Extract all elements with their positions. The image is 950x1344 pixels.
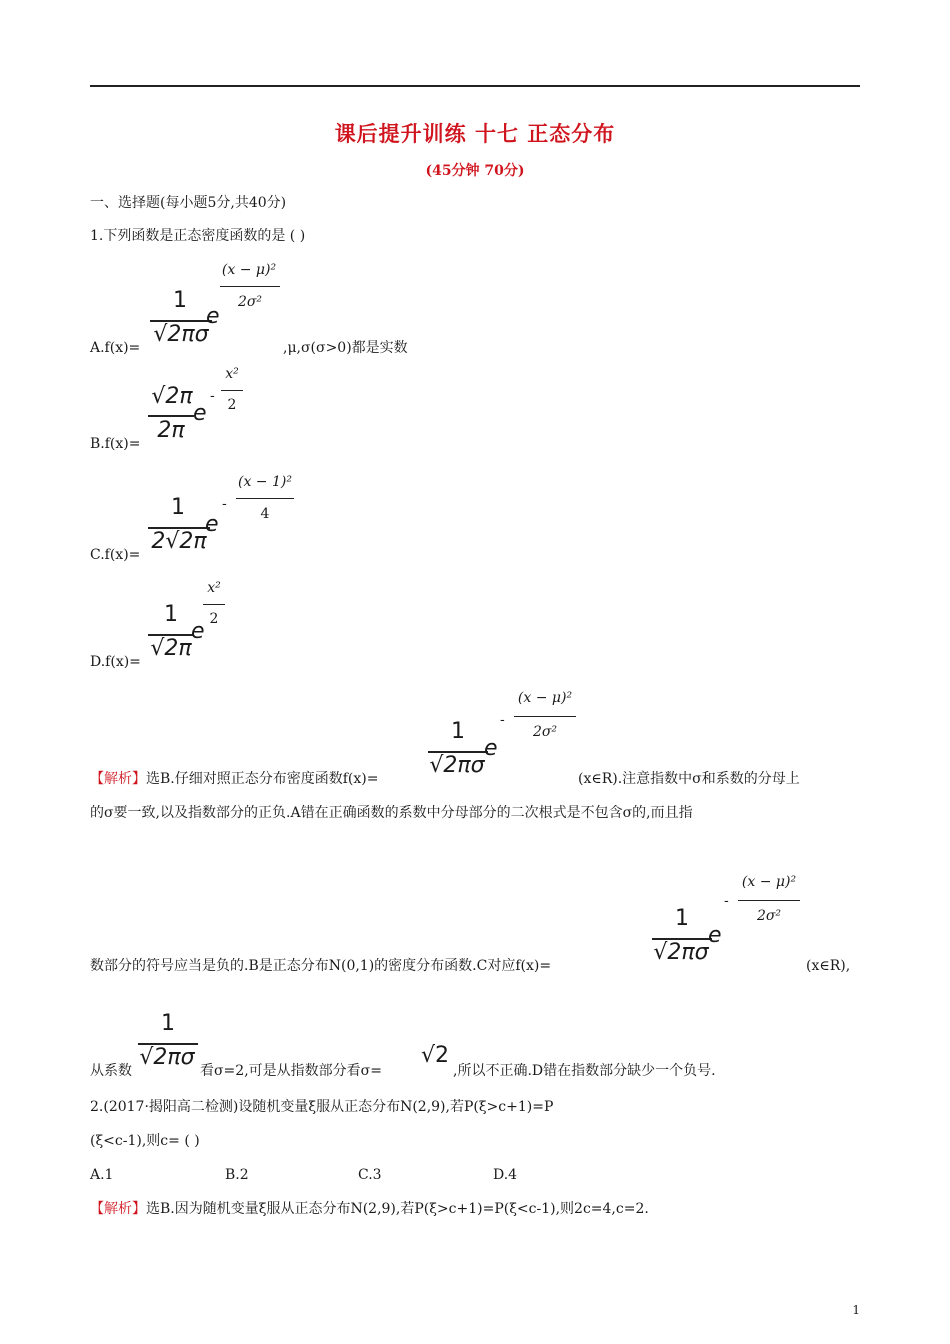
formula-b-exp-num: x²	[225, 366, 239, 382]
formula-sol1-exp-den: 2σ²	[532, 724, 558, 740]
solution-text: 选B.因为随机变量ξ服从正态分布N(2,9),若P(ξ>c+1)=P(ξ<c-1),则2c=4,c=2.	[146, 1201, 649, 1217]
formula-sol3-exp-den: 2σ²	[756, 908, 782, 924]
q2-option-c: C.3	[358, 1167, 382, 1183]
formula-sol4-denominator: √2πσ	[139, 1045, 195, 1070]
q1-stem: 1.下列函数是正态密度函数的是 ( )	[90, 228, 306, 244]
formula-d-e: e	[191, 619, 205, 644]
formula-b-exp-bar	[221, 390, 243, 391]
formula-sol3-exp-minus: -	[724, 893, 729, 909]
solution-tag: 【解析】	[90, 1201, 146, 1217]
formula-sol1-denominator: √2πσ	[429, 753, 485, 778]
formula-sol1-exp-bar	[514, 716, 576, 717]
formula-a-e: e	[206, 304, 220, 329]
formula-c-exp-bar	[236, 498, 294, 499]
formula-sol3-numerator: 1	[675, 906, 689, 931]
formula-sol1-exp-num: (x − μ)²	[517, 690, 573, 706]
formula-sol4-numerator: 1	[161, 1011, 175, 1036]
q1-solution-line4: 从系数	[90, 1063, 132, 1079]
q2-option-a: A.1	[90, 1167, 114, 1183]
q1-solution-line1-tail: (x∈R).注意指数中σ和系数的分母上	[578, 771, 800, 787]
q1-option-c-label: C.f(x)=	[90, 547, 141, 563]
formula-sol3-exp-bar	[738, 900, 800, 901]
formula-b-e: e	[193, 401, 207, 426]
formula-sol1-exp-minus: -	[500, 712, 505, 728]
q1-solution-line3: 数部分的符号应当是负的.B是正态分布N(0,1)的密度分布函数.C对应f(x)=	[90, 958, 552, 974]
formula-a-denominator: √2πσ	[153, 322, 209, 347]
q1-solution-line1	[90, 769, 378, 789]
formula-a-numerator: 1	[173, 288, 187, 313]
q2-stem-line2: (ξ<c-1),则c= ( )	[90, 1133, 200, 1149]
formula-sqrt2: √2	[421, 1043, 450, 1068]
formula-sol1-numerator: 1	[451, 719, 465, 744]
formula-c-exp-num: (x − 1)²	[238, 474, 292, 490]
q2-option-d: D.4	[493, 1167, 518, 1183]
page-subtitle: (45分钟 70分)	[425, 163, 525, 179]
formula-d-denominator: √2π	[150, 636, 192, 661]
q1-option-b-label: B.f(x)=	[90, 436, 141, 452]
page-title: 课后提升训练 十七 正态分布	[334, 121, 616, 146]
formula-d-numerator: 1	[164, 602, 178, 627]
formula-a-exp-bar	[220, 286, 280, 287]
formula-b-denominator: 2π	[157, 418, 185, 443]
formula-b-numerator: √2π	[151, 384, 193, 409]
formula-sol3-e: e	[708, 923, 722, 948]
q1-solution-line4-mid: 看σ=2,可是从指数部分看σ=	[200, 1063, 382, 1079]
formula-d-exp-bar	[203, 604, 225, 605]
formula-b-fraction-bar	[148, 415, 194, 417]
page-number: 1	[852, 1303, 860, 1317]
solution-text: 选B.仔细对照正态分布密度函数f(x)=	[146, 771, 379, 787]
top-rule	[90, 85, 860, 87]
q2-stem-line1: 2.(2017·揭阳高二检测)设随机变量ξ服从正态分布N(2,9),若P(ξ>c+1)=P	[90, 1099, 554, 1115]
q1-option-a-label: A.f(x)=	[90, 340, 141, 356]
q1-solution-line4-tail: ,所以不正确.D错在指数部分缺少一个负号.	[453, 1063, 716, 1079]
formula-c-exp-minus: -	[222, 496, 227, 512]
formula-c-e: e	[205, 512, 219, 537]
q2-solution	[90, 1199, 649, 1219]
q1-option-d-label: D.f(x)=	[90, 654, 141, 670]
formula-sol3-exp-num: (x − μ)²	[741, 874, 797, 890]
solution-tag: 【解析】	[90, 771, 146, 787]
formula-a-exp-num: (x − μ)²	[221, 262, 277, 278]
formula-b-exp-minus: -	[210, 388, 215, 404]
q1-solution-line2: 的σ要一致,以及指数部分的正负.A错在正确函数的系数中分母部分的二次根式是不包含σ的,而且指	[90, 805, 693, 821]
formula-d-exp-den: 2	[209, 611, 219, 627]
formula-d-exp-num: x²	[207, 580, 221, 596]
section-heading: 一、选择题(每小题5分,共40分)	[90, 195, 287, 211]
formula-a-exp-den: 2σ²	[237, 294, 263, 310]
q2-option-b: B.2	[225, 1167, 249, 1183]
formula-sol1-e: e	[484, 736, 498, 761]
formula-sol3-denominator: √2πσ	[653, 940, 709, 965]
formula-c-exp-den: 4	[260, 506, 270, 522]
formula-c-numerator: 1	[171, 495, 185, 520]
q1-solution-line3-tail: (x∈R),	[806, 958, 851, 974]
q1-option-a-note: ,μ,σ(σ>0)都是实数	[283, 340, 408, 356]
formula-c-denominator: 2√2π	[151, 529, 207, 554]
formula-b-exp-den: 2	[227, 397, 237, 413]
